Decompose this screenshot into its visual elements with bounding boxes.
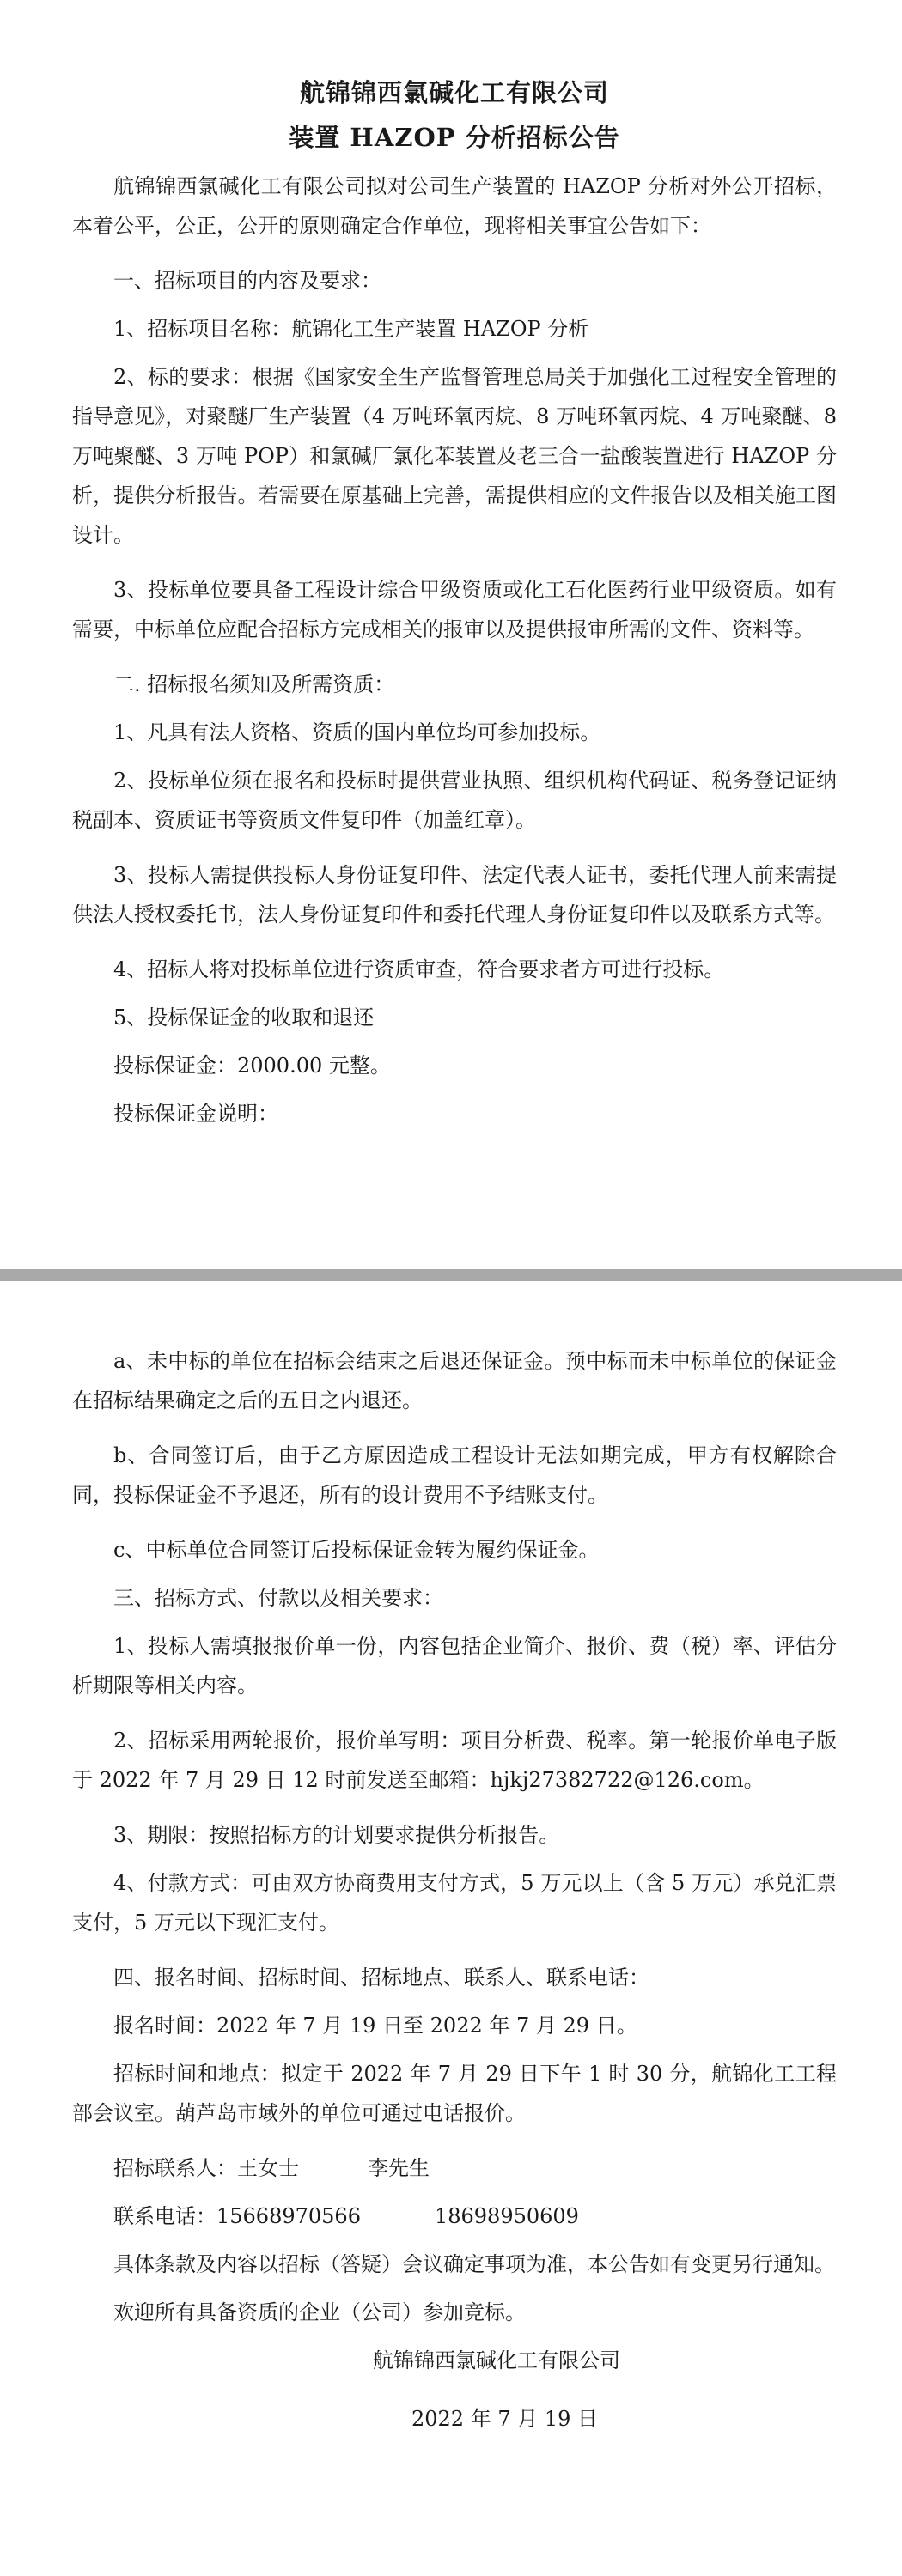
registration-time: 报名时间：2022 年 7 月 19 日至 2022 年 7 月 29 日。 [113, 2014, 637, 2038]
contact-persons [72, 2148, 837, 2188]
section-2-item-2: 2、投标单位须在报名和投标时提供营业执照、组织机构代码证、税务登记证纳税副本、资质证书等资质文件复印件（加盖红章）。 [72, 769, 837, 832]
section-4-heading: 四、报名时间、招标时间、招标地点、联系人、联系电话： [113, 1965, 649, 1990]
section-1-item-2: 2、标的要求：根据《国家安全生产监督管理总局关于加强化工过程安全管理的指导意见》，对聚醚厂生产装置（4 万吨环氧丙烷、8 万吨环氧丙烷、4 万吨聚醚、8 万吨聚醚、3 万吨 POP）和氯碱厂氯化苯装置及老三合一盐酸装置进行 HAZOP 分析，提供分析报告。若需要在原基础上完善，需提供相应的文件报告以及相关施工图设计。 [72, 365, 837, 547]
page-divider [0, 1269, 902, 1281]
section-2-item-1: 1、凡具有法人资格、资质的国内单位均可参加投标。 [113, 720, 601, 744]
contact-person-2: 李先生 [368, 2156, 430, 2180]
deposit-amount: 投标保证金：2000.00 元整。 [113, 1054, 391, 1078]
section-2-item-4: 4、招标人将对投标单位进行资质审查，符合要求者方可进行投标。 [113, 957, 725, 981]
company-title: 航锦锦西氯碱化工有限公司 [299, 78, 609, 107]
section-1-item-1: 1、招标项目名称：航锦化工生产装置 HAZOP 分析 [113, 317, 589, 341]
signature-company: 航锦锦西氯碱化工有限公司 [373, 2348, 620, 2372]
intro-paragraph: 航锦锦西氯碱化工有限公司拟对公司生产装置的 HAZOP 分析对外公开招标，本着公平，公正，公开的原则确定合作单位，现将相关事宜公告如下： [72, 174, 837, 238]
document-page-2 [0, 1281, 902, 2576]
page-2-content [72, 1341, 837, 2454]
contact-phone-2: 18698950609 [434, 2204, 579, 2228]
contact-phone-1: 联系电话：15668970566 [113, 2204, 361, 2228]
terms-note: 具体条款及内容以招标（答疑）会议确定事项为准，本公告如有变更另行通知。 [113, 2252, 835, 2276]
section-3-heading: 三、招标方式、付款以及相关要求： [113, 1586, 443, 1610]
section-1-heading: 一、招标项目的内容及要求： [113, 269, 381, 293]
contact-phones [72, 2196, 837, 2236]
section-2-heading: 二. 招标报名须知及所需资质： [113, 672, 395, 696]
section-2-item-3: 3、投标人需提供投标人身份证复印件、法定代表人证书，委托代理人前来需提供法人授权委托书，法人身份证复印件和委托代理人身份证复印件以及联系方式等。 [72, 863, 837, 927]
document-page-1 [0, 0, 902, 1269]
page-1-content [72, 72, 837, 1142]
deposit-rule-c: c、中标单位合同签订后投标保证金转为履约保证金。 [113, 1538, 600, 1562]
bid-time-place: 招标时间和地点：拟定于 2022 年 7 月 29 日下午 1 时 30 分，航锦化工工程部会议室。葫芦岛市域外的单位可通过电话报价。 [72, 2062, 837, 2125]
deposit-rule-b: b、合同签订后，由于乙方原因造成工程设计无法如期完成，甲方有权解除合同，投标保证金不予退还，所有的设计费用不予结账支付。 [72, 1443, 837, 1507]
contact-person-1: 招标联系人：王女士 [113, 2156, 299, 2180]
signature-date: 2022 年 7 月 19 日 [411, 2407, 599, 2431]
section-3-item-2: 2、招标采用两轮报价，报价单写明：项目分析费、税率。第一轮报价单电子版于 2022 年 7 月 29 日 12 时前发送至邮箱：hjkj27382722@126.com。 [72, 1728, 837, 1792]
section-1-item-3: 3、投标单位要具备工程设计综合甲级资质或化工石化医药行业甲级资质。如有需要，中标单位应配合招标方完成相关的报审以及提供报审所需的文件、资料等。 [72, 578, 837, 641]
section-2-item-5: 5、投标保证金的收取和退还 [113, 1005, 375, 1030]
section-3-item-1: 1、投标人需填报报价单一份，内容包括企业简介、报价、费（税）率、评估分析期限等相关内容。 [72, 1634, 837, 1698]
notice-title: 装置 HAZOP 分析招标公告 [289, 123, 620, 152]
deposit-note-label: 投标保证金说明： [113, 1102, 278, 1126]
section-3-item-4: 4、付款方式：可由双方协商费用支付方式，5 万元以上（含 5 万元）承兑汇票支付，5 万元以下现汇支付。 [72, 1871, 837, 1935]
deposit-rule-a: a、未中标的单位在招标会结束之后退还保证金。预中标而未中标单位的保证金在招标结果确定之后的五日之内退还。 [72, 1349, 837, 1413]
welcome-note: 欢迎所有具备资质的企业（公司）参加竞标。 [113, 2300, 526, 2324]
section-3-item-3: 3、期限：按照招标方的计划要求提供分析报告。 [113, 1823, 560, 1847]
